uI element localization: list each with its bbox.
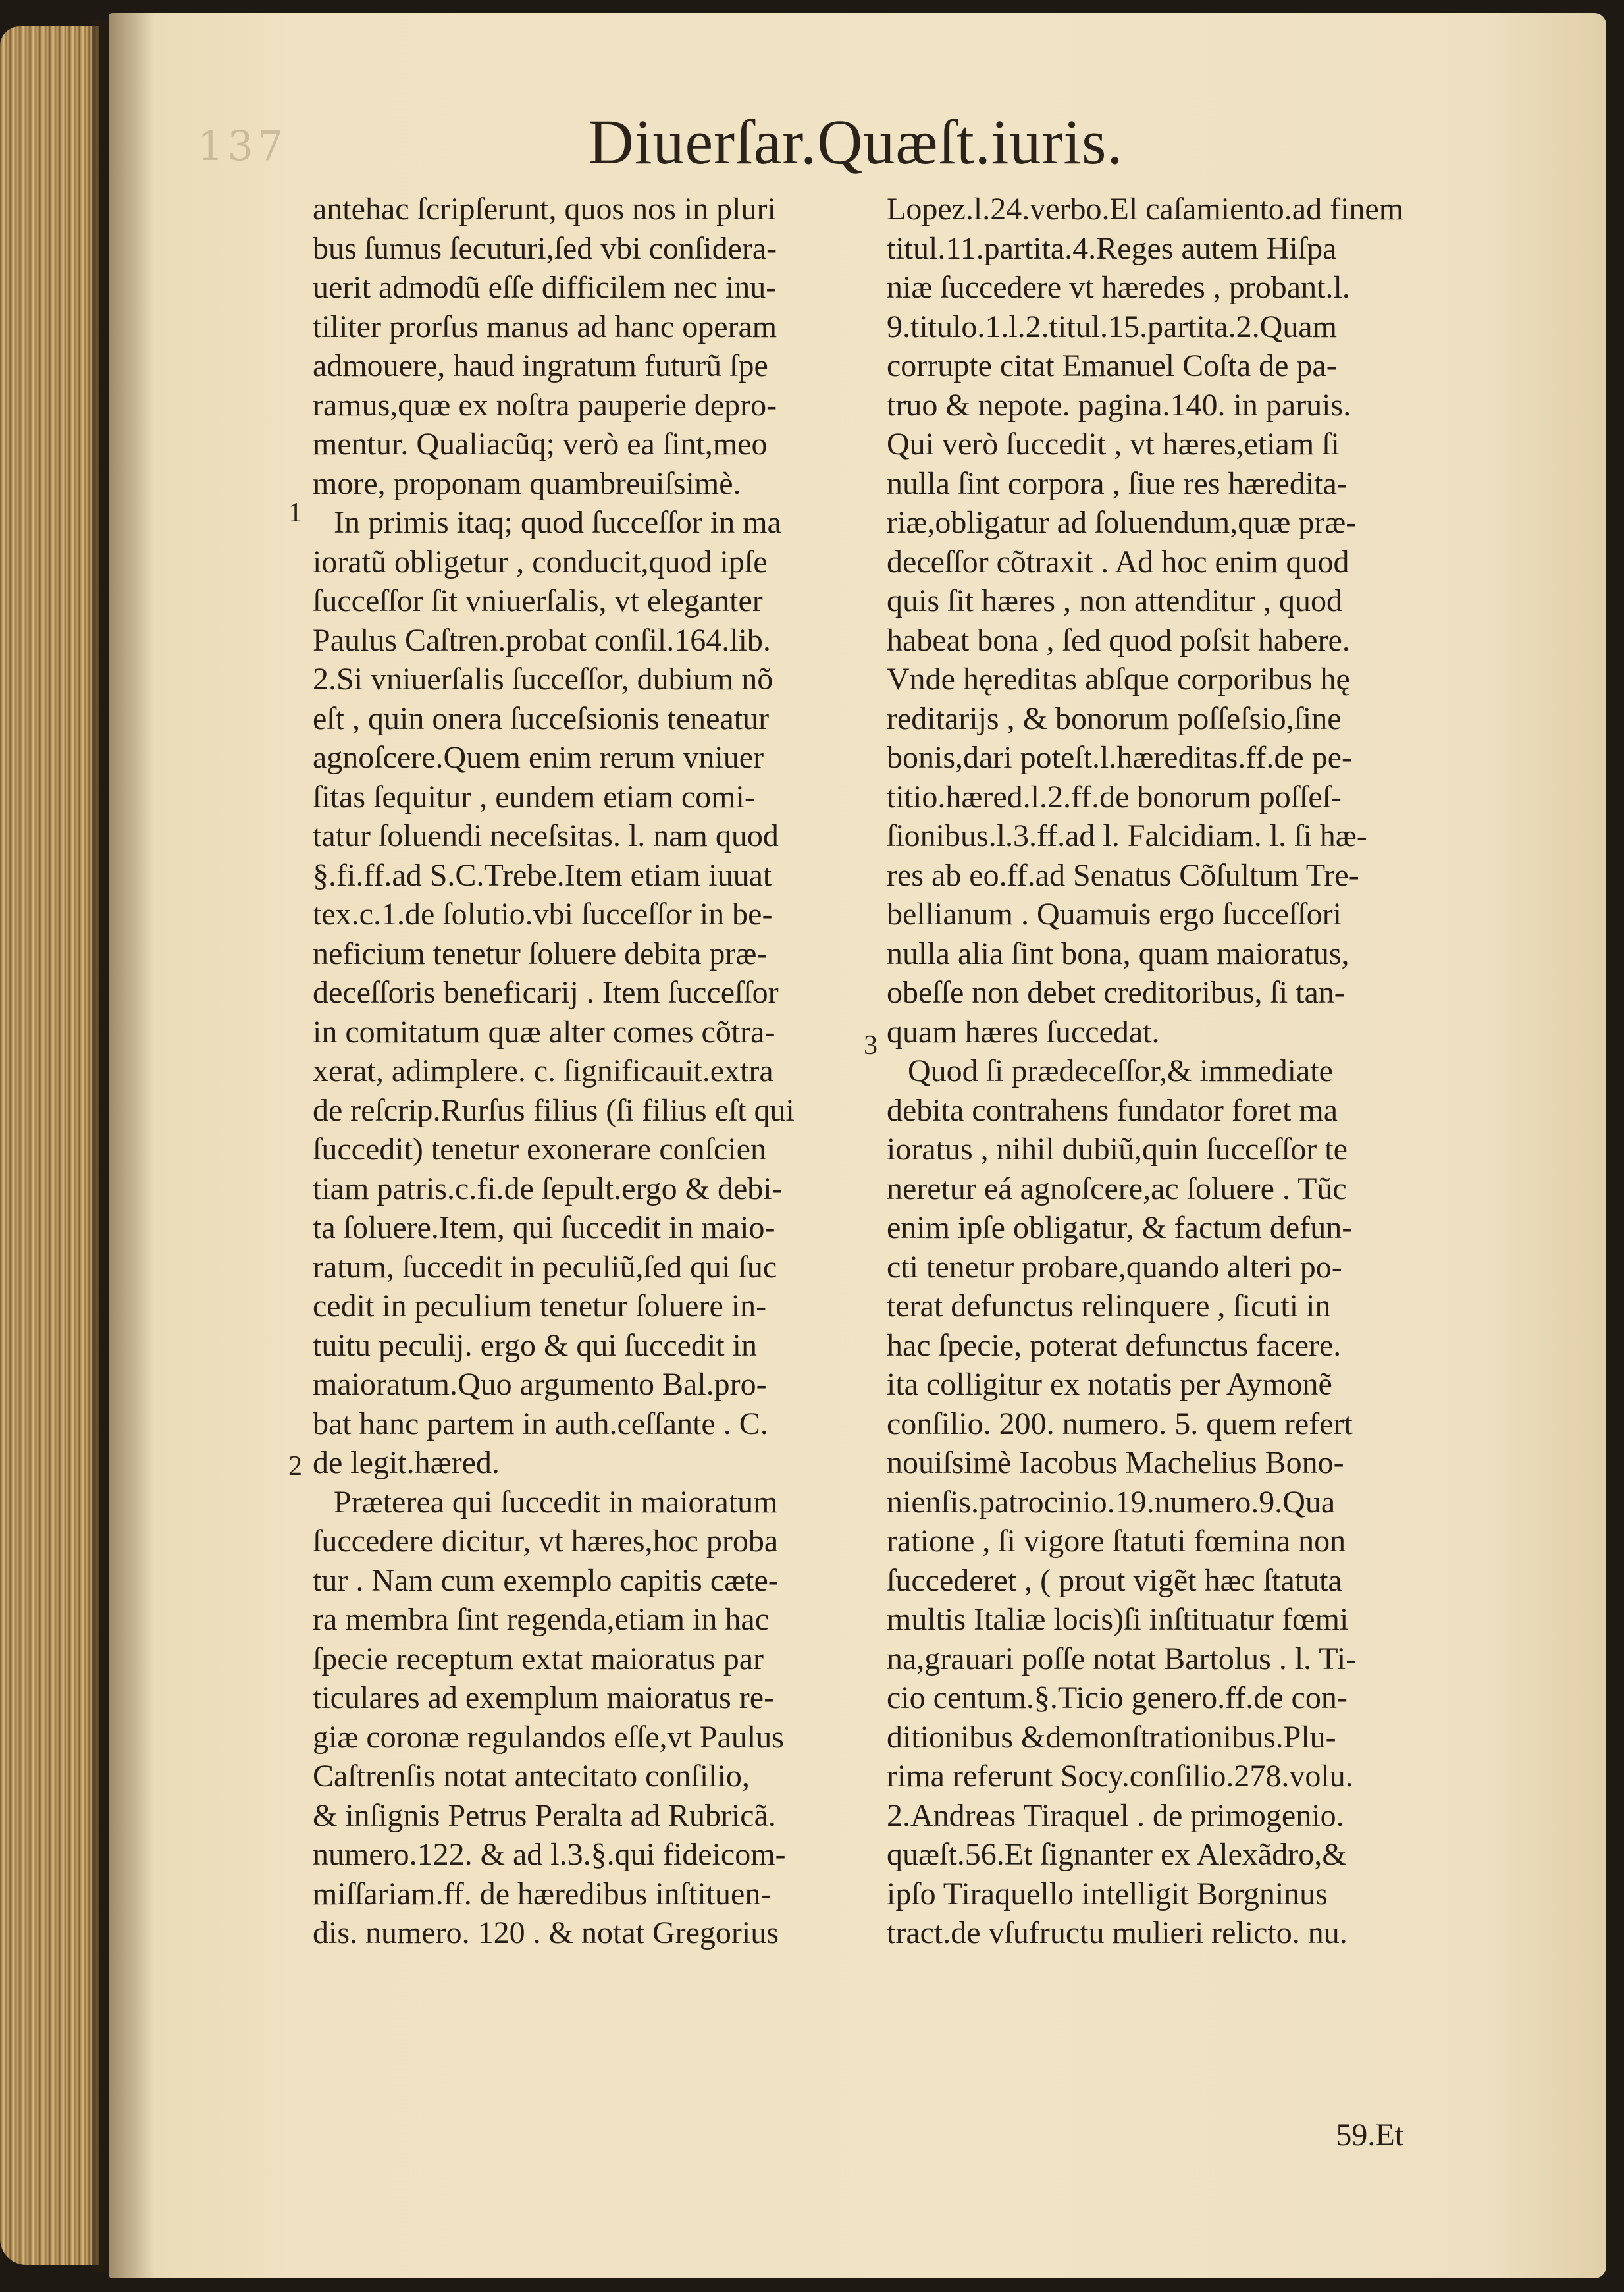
text-line: quam hæres ſuccedat. xyxy=(887,1014,1160,1050)
text-line: uerit admodũ eſſe difficilem nec inu- xyxy=(313,270,777,305)
left-text-column xyxy=(313,190,833,1953)
text-line: tiliter prorſus manus ad hanc operam xyxy=(313,309,777,344)
text-line: quis ſit hæres , non attenditur , quod xyxy=(887,583,1342,618)
text-line: nulla alia ſint bona, quam maioratus, xyxy=(887,936,1349,971)
text-line: agnoſcere.Quem enim rerum vniuer xyxy=(313,740,764,775)
text-line: de legit.hæred. xyxy=(313,1445,500,1480)
text-line: ſuccedit) tenetur exonerare conſcien xyxy=(313,1132,766,1167)
text-line: xerat, adimplere. c. ſignificauit.extra xyxy=(313,1053,773,1088)
text-line: de reſcrip.Rurſus filius (ſi filius eſt qui xyxy=(313,1092,795,1128)
text-line: Quod ſi prædeceſſor,& immediate xyxy=(908,1053,1333,1088)
text-line: tur . Nam cum exemplo capitis cæte- xyxy=(313,1562,779,1598)
text-line: niæ ſuccedere vt hæredes , probant.l. xyxy=(887,270,1350,305)
text-line: enim ipſe obligatur, & factum defun- xyxy=(887,1210,1353,1245)
text-line: ratum, ſuccedit in peculiũ,ſed qui ſuc xyxy=(313,1249,777,1285)
text-line: bellianum . Quamuis ergo ſucceſſori xyxy=(887,897,1342,932)
text-line: & inſignis Petrus Peralta ad Rubricã. xyxy=(313,1798,776,1833)
text-line: tex.c.1.de ſolutio.vbi ſucceſſor in be- xyxy=(313,897,773,932)
text-line: bus ſumus ſecuturi,ſed vbi conſidera- xyxy=(313,230,777,266)
text-line: ioratus , nihil dubiũ,quin ſucceſſor te xyxy=(887,1132,1348,1167)
text-line: tract.de vſufructu mulieri relicto. nu. xyxy=(887,1915,1348,1950)
page-edges xyxy=(0,26,99,2265)
faint-page-number: 137 xyxy=(197,122,288,170)
text-line: na,grauari poſſe notat Bartolus . l. Ti- xyxy=(887,1641,1357,1676)
text-line: maioratum.Quo argumento Bal.pro- xyxy=(313,1367,767,1402)
text-line: deceſſoris beneficarij . Item ſucceſſor xyxy=(313,975,779,1010)
text-line: Lopez.l.24.verbo.El caſamiento.ad finem xyxy=(887,192,1404,227)
text-line: cedit in peculium tenetur ſoluere in- xyxy=(313,1289,767,1323)
text-line: ioratũ obligetur , conducit,quod ipſe xyxy=(313,544,768,579)
text-line: habeat bona , ſed quod poſsit habere. xyxy=(887,622,1350,658)
text-line: ta ſoluere.Item, qui ſuccedit in maio- xyxy=(313,1210,775,1245)
text-line: tatur ſoluendi neceſsitas. l. nam quod xyxy=(313,818,779,853)
text-line: debita contrahens fundator foret ma xyxy=(887,1092,1338,1128)
text-line: neretur eá agnoſcere,ac ſoluere . Tũc xyxy=(887,1171,1347,1206)
text-line: 2.Si vniuerſalis ſucceſſor, dubium nõ xyxy=(313,662,773,697)
text-line: ita colligitur ex notatis per Aymonẽ xyxy=(887,1367,1332,1402)
text-line: miſſariam.ff. de hæredibus inſtituen- xyxy=(313,1876,772,1911)
text-line: terat defunctus relinquere , ſicuti in xyxy=(887,1289,1331,1323)
text-line: §.fi.ff.ad S.C.Trebe.Item etiam iuuat xyxy=(313,857,772,893)
text-line: titio.hæred.l.2.ff.de bonorum poſſeſ- xyxy=(887,779,1342,814)
text-line: cti tenetur probare,quando alteri po- xyxy=(887,1249,1342,1285)
text-line: Præterea qui ſuccedit in maioratum xyxy=(334,1484,778,1520)
text-line: quæſt.56.Et ſignanter ex Alexãdro,& xyxy=(887,1837,1347,1872)
text-line: multis Italiæ locis)ſi inſtituatur fœmi xyxy=(887,1602,1349,1637)
text-line: in comitatum quæ alter comes cõtra- xyxy=(313,1014,775,1050)
text-line: Vnde hęreditas abſque corporibus hę xyxy=(887,662,1350,697)
text-line: titul.11.partita.4.Reges autem Hiſpa xyxy=(887,230,1337,266)
text-line: nouiſsimè Iacobus Machelius Bono- xyxy=(887,1445,1344,1480)
text-line: dis. numero. 120 . & notat Gregorius xyxy=(313,1915,779,1950)
text-line: Caſtrenſis notat antecitato conſilio, xyxy=(313,1759,750,1794)
text-line: In primis itaq; quod ſucceſſor in ma xyxy=(334,505,781,540)
text-line: obeſſe non debet creditoribus, ſi tan- xyxy=(887,975,1345,1010)
text-line: ſpecie receptum extat maioratus par xyxy=(313,1641,764,1676)
text-line: eſt , quin onera ſucceſsionis teneatur xyxy=(313,701,770,736)
text-line: ratione , ſi vigore ſtatuti fœmina non xyxy=(887,1524,1346,1559)
text-line: ſucceſſor ſit vniuerſalis, vt eleganter xyxy=(313,583,763,618)
text-line: riæ,obligatur ad ſoluendum,quæ præ- xyxy=(887,505,1357,540)
text-line: Paulus Caſtren.probat conſil.164.lib. xyxy=(313,622,771,658)
text-line: admouere, haud ingratum futurũ ſpe xyxy=(313,348,768,383)
text-line: more, proponam quambreuiſsimè. xyxy=(313,466,741,501)
text-line: ſuccederet , ( prout vigẽt hæc ſtatuta xyxy=(887,1562,1342,1598)
text-line: antehac ſcripſerunt, quos nos in pluri xyxy=(313,192,776,227)
paragraph-number-2: 2 xyxy=(288,1451,302,1481)
text-line: ſionibus.l.3.ff.ad l. Falcidiam. l. ſi hæ- xyxy=(887,818,1367,853)
text-line: deceſſor cõtraxit . Ad hoc enim quod xyxy=(887,544,1349,579)
text-line: ramus,quæ ex noſtra pauperie depro- xyxy=(313,387,777,423)
text-line: tuitu peculij. ergo & qui ſuccedit in xyxy=(313,1327,757,1363)
text-line: nienſis.patrocinio.19.numero.9.Qua xyxy=(887,1484,1336,1520)
text-line: rima referunt Socy.conſilio.278.volu. xyxy=(887,1759,1353,1794)
text-line: bonis,dari poteſt.l.hæreditas.ff.de pe- xyxy=(887,740,1352,775)
paragraph-number-3: 3 xyxy=(864,1030,877,1061)
text-line: bat hanc partem in auth.ceſſante . C. xyxy=(313,1406,768,1441)
text-line: mentur. Qualiacũq; verò ea ſint,meo xyxy=(313,427,768,462)
paragraph-number-1: 1 xyxy=(288,498,302,528)
text-line: cio centum.§.Ticio genero.ff.de con- xyxy=(887,1680,1348,1715)
text-line: ſitas ſequitur , eundem etiam comi- xyxy=(313,779,755,814)
text-line: reditarijs , & bonorum poſſeſsio,ſine xyxy=(887,701,1342,736)
text-line: tiam patris.c.fi.de ſepult.ergo & debi- xyxy=(313,1171,783,1206)
text-line: corrupte citat Emanuel Coſta de pa- xyxy=(887,348,1337,383)
text-line: ra membra ſint regenda,etiam in hac xyxy=(313,1602,770,1637)
text-line: numero.122. & ad l.3.§.qui fideicom- xyxy=(313,1837,786,1872)
text-line: truo & nepote. pagina.140. in paruis. xyxy=(887,387,1351,423)
text-line: ditionibus &demonſtrationibus.Plu- xyxy=(887,1719,1336,1755)
text-line: hac ſpecie, poterat defunctus facere. xyxy=(887,1327,1342,1363)
text-line: ipſo Tiraquello intelligit Borgninus xyxy=(887,1876,1328,1911)
right-text-column xyxy=(887,190,1407,1953)
gutter-shadow xyxy=(109,13,155,2278)
text-line: ticulares ad exemplum maioratus re- xyxy=(313,1680,775,1715)
text-line: 9.titulo.1.l.2.titul.15.partita.2.Quam xyxy=(887,309,1337,344)
text-line: Qui verò ſuccedit , vt hæres,etiam ſi xyxy=(887,427,1340,462)
text-line: neficium tenetur ſoluere debita præ- xyxy=(313,936,768,971)
text-line: res ab eo.ff.ad Senatus Cõſultum Tre- xyxy=(887,857,1359,893)
text-line: nulla ſint corpora , ſiue res hæredita- xyxy=(887,466,1348,501)
text-line: ſuccedere dicitur, vt hæres,hoc proba xyxy=(313,1524,779,1559)
text-line: giæ coronæ regulandos eſſe,vt Paulus xyxy=(313,1719,784,1755)
catchword: 59.Et xyxy=(1336,2118,1403,2152)
text-line: conſilio. 200. numero. 5. quem refert xyxy=(887,1406,1353,1441)
text-line: 2.Andreas Tiraquel . de primogenio. xyxy=(887,1798,1344,1833)
running-head: Diuerſar.Quæſt.iuris. xyxy=(588,107,1124,177)
